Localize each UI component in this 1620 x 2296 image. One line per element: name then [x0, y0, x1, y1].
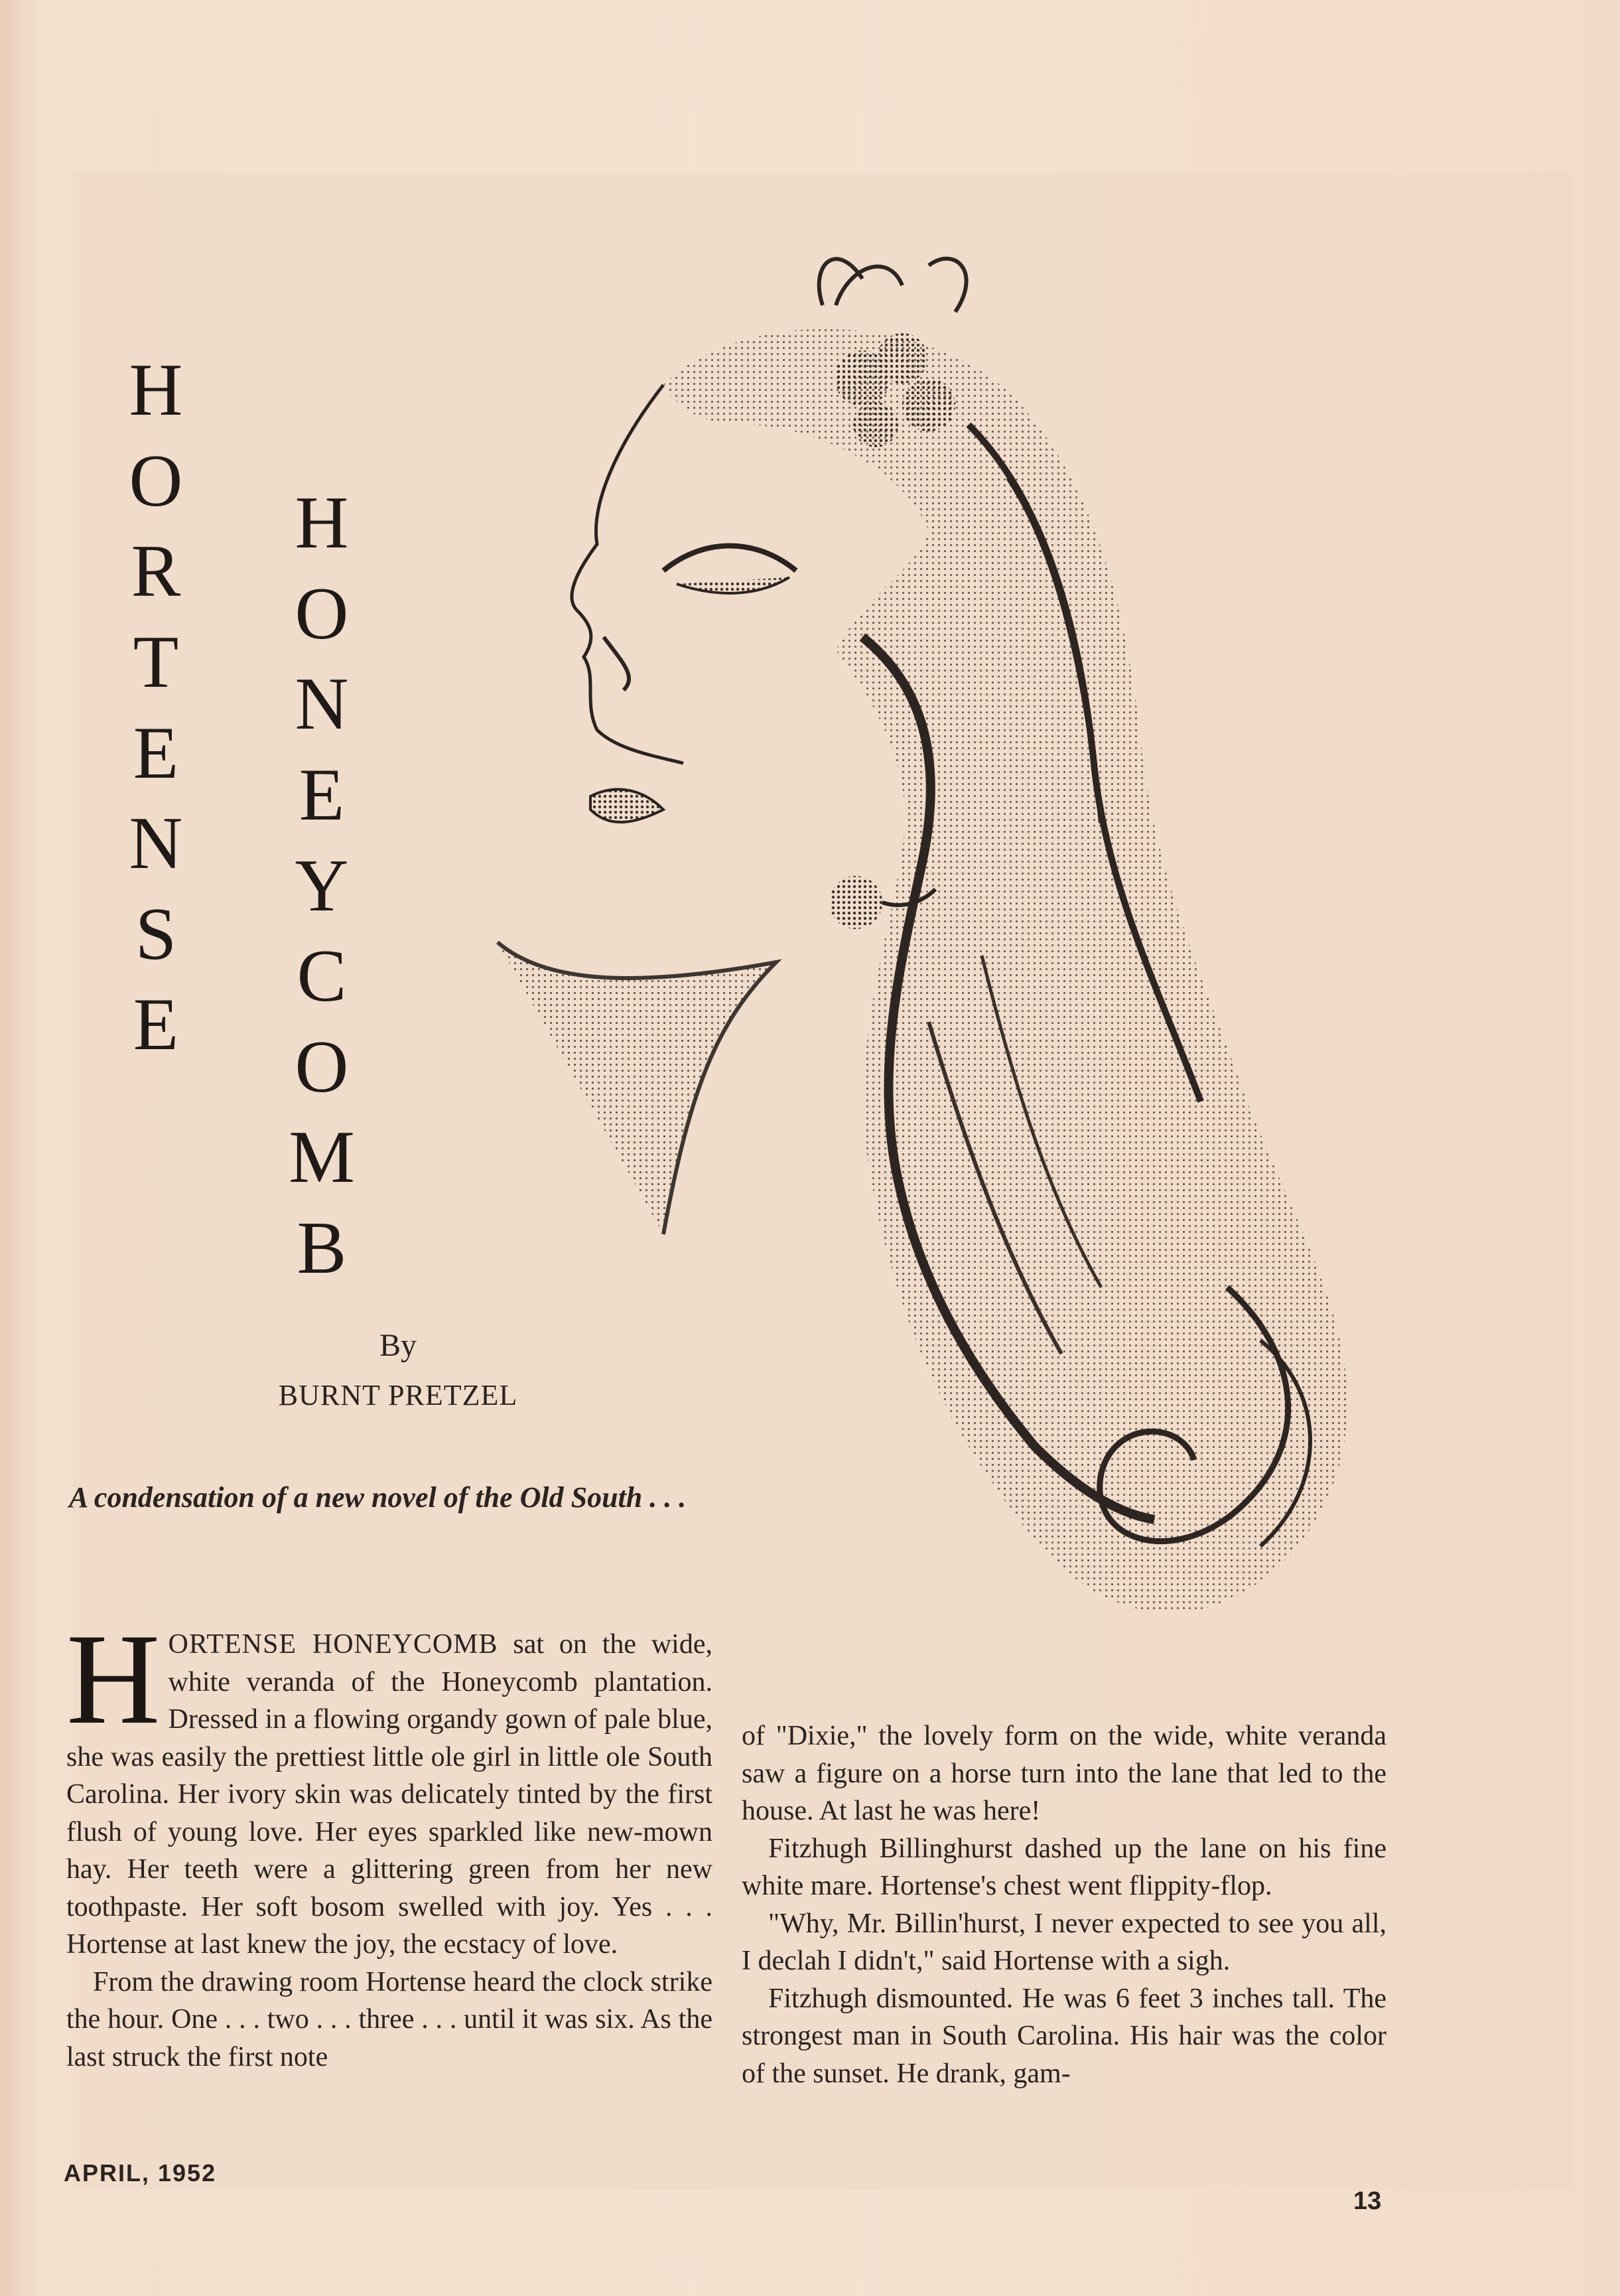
title-letter: O — [295, 1025, 349, 1108]
title-letter: O — [295, 572, 349, 655]
paragraph: Fitzhugh Billinghurst dashed up the lane on his fine white mare. Hortense's chest went flippity-flop. — [742, 1833, 1386, 1901]
title-letter: H — [295, 482, 349, 564]
title-letter: B — [297, 1207, 347, 1289]
teaser-text: A condensation of a new novel of the Old South . . . — [69, 1481, 687, 1514]
title-honeycomb — [279, 478, 365, 1294]
paragraph: From the drawing room Hortense heard the clock strike the hour. One . . . two . . . three . . . until it was six. As the last struck the first note — [66, 1966, 712, 2072]
byline-author: BURNT PRETZEL — [278, 1379, 518, 1411]
title-letter: O — [129, 439, 183, 522]
title-letter: C — [297, 935, 347, 1018]
title-letter: R — [131, 530, 181, 613]
paragraph: of "Dixie," the lovely form on the wide, white veranda saw a figure on a horse turn into the lane that led to the house. At last he was here! — [742, 1721, 1386, 1826]
title-letter: E — [133, 983, 179, 1066]
body-column-left — [66, 1607, 712, 2076]
byline-by: By — [379, 1328, 417, 1363]
page-number: 13 — [1353, 2187, 1382, 2215]
byline — [252, 1327, 544, 1412]
title-letter: S — [135, 893, 177, 975]
paragraph: "Why, Mr. Billin'hurst, I never expected to see you all, I declah I didn't," said Hortense with a sigh. — [742, 1908, 1386, 1976]
title-letter: T — [133, 620, 179, 703]
title-letter: M — [289, 1116, 355, 1199]
body-column-right — [742, 1717, 1386, 2092]
issue-date: APRIL, 1952 — [64, 2159, 217, 2187]
title-letter: N — [295, 663, 349, 746]
paragraph: Fitzhugh dismounted. He was 6 feet 3 inches tall. The strongest man in South Carolina. His hair was the color of the sunset. He drank, gam- — [742, 1983, 1386, 2089]
title-letter: Y — [295, 844, 349, 927]
title-letter: E — [133, 711, 179, 794]
title-letter: H — [129, 349, 183, 431]
paragraph-opening-caps: ORTENSE HONEYCOMB — [168, 1629, 498, 1660]
title-hortense — [113, 345, 199, 1070]
paragraph-text: sat on the wide, white veranda of the Honeycomb plantation. Dressed in a flowing organdy gown of pale blue, she was easily the prettiest little ole girl in little ole South Carolina. Her ivory skin was delicately tinted by the first flush of young love. Her eyes sparkled like new-mown hay. Her teeth were a glittering green from her new toothpaste. Her soft bosom swelled with joy. Yes . . . Hortense at last knew the joy, the ecstacy of love. — [66, 1629, 712, 1960]
paragraph — [66, 1607, 712, 1964]
drop-cap: H — [66, 1607, 161, 1751]
title-letter: N — [129, 802, 183, 885]
title-letter: E — [299, 753, 345, 836]
